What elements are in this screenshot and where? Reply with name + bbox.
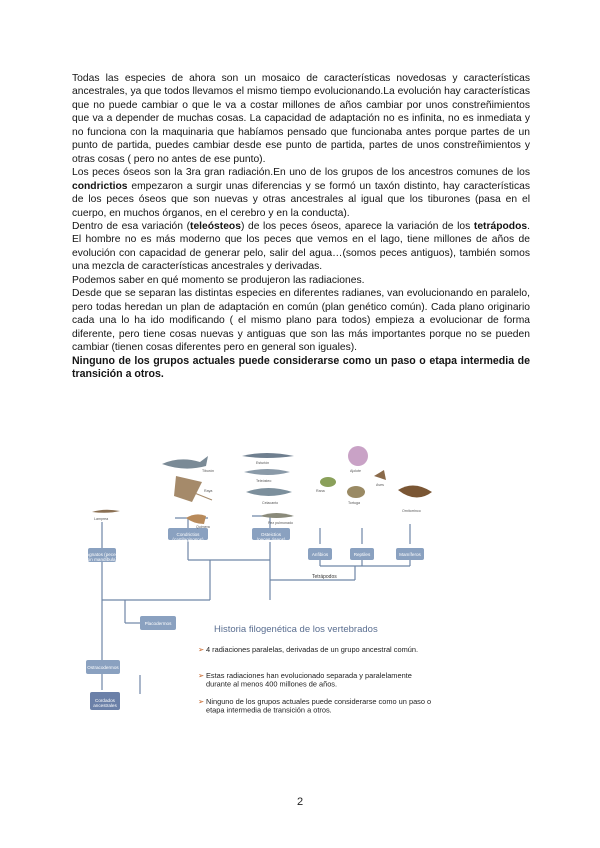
label-reptiles: Reptiles [353,552,371,557]
phylogeny-figure [80,420,440,720]
ray-icon [174,476,202,502]
tree-lines [102,516,410,694]
phylogeny-diagram [80,420,440,720]
p3-text-c: . El hombre no es más moderno que los peces que vemos en el lago, tiene millones de años de evolución con capacidad de generar pelo, salir del agua…(somos peces antiguos), también somos una mezcla de características ancestrales y derivadas. [72,220,530,273]
label-ornitorrinco: Ornitorrinco [402,509,421,513]
label-condrictios: Condrictios (cartilaginosos) [172,532,204,542]
axolotl-icon [348,446,368,466]
label-placodermos: Placodermos [144,621,172,626]
p2-bold-condrictios: condrictios [72,180,128,192]
label-lamprea: Lamprea [94,517,109,521]
p3-bold-tetrapodos: tetrápodos [473,220,528,232]
label-cordados: Cordados ancestrales [93,698,117,708]
bird-icon [374,470,386,480]
bullet-3: Ninguno de los grupos actuales puede considerarse como un paso o etapa intermedia de transición a otros. [206,697,432,715]
label-tiburon: Tiburón [202,469,215,473]
paragraph-2 [72,166,530,220]
paragraph-1: Todas las especies de ahora son un mosaico de características novedosas y características ancestrales, ya que todos llevamos el mismo tiempo evolucionando.La evolución hay características que no puede cambiar o que le va a costar millones de años cambiar por unos constreñimientos que va a depender de muchas cosas. La capacidad de adaptación no es infinita, no es inmediata y no funciona con la maquinaria que habíamos pensado que funcionaba antes porque partes de un punto de partida, puedes cambiar desde ese punto de partida, partes de unos constreñimientos y otras cosas ( pero no antes de ese punto). [72,73,530,165]
label-pez-pulmonado: Pez pulmonado [268,521,293,525]
p2-text-a: Los peces óseos son la 3ra gran radiación.En uno de los grupos de los ancestros comunes de los [72,167,530,179]
sturgeon-icon [242,453,294,458]
chimaera-icon [186,514,206,524]
body-text [72,72,530,381]
label-agnatos: Agnatos (peces sin mandíbula) [86,552,118,562]
shark-icon [162,456,208,469]
label-esturion: Esturión [256,461,270,465]
paragraph-4: Podemos saber en qué momento se produjeron las radiaciones. [72,274,365,286]
label-anfibios: Anfibios [311,552,329,557]
p3-text-a: Dentro de esa variación ( [72,220,191,232]
label-quimera: Quimera [196,525,210,529]
page-number: 2 [296,796,304,808]
platypus-icon [398,485,432,497]
label-ajolote: Ajolote [350,469,361,473]
label-ostracodermos: Ostracodermos [87,665,119,670]
label-mamiferos: Mamíferos [399,552,421,557]
turtle-icon [347,486,365,498]
paragraph-6-bold: Ninguno de los grupos actuales puede considerarse como un paso o etapa intermedia de transición a otros. [72,354,530,380]
figure-title: Historia filogenética de los vertebrados [214,624,378,635]
paragraph-3 [72,220,530,274]
bullet-marker-3: ➢ [198,697,205,706]
frog-icon [320,477,336,487]
bullet-marker-1: ➢ [198,645,205,654]
p3-text-b: ) de los peces óseos, aparece la variación de los [240,220,474,232]
label-rana: Rana [316,489,325,493]
label-tetrapodos: Tetrápodos [312,574,337,580]
label-celacanto: Celacanto [262,501,279,505]
p2-text-b: empezaron a surgir unas diferencias y se formó un taxón distinto, hay características de los peces óseos que son nuevas y otras ancestrales al igual que los tiburones (pasa en el cuerpo, en muchos órganos, en el cerebro y en la conducta). [72,180,530,219]
p3-bold-teleosteos: teleósteos [190,220,241,232]
label-teleosteo: Teleósteo [256,479,272,483]
label-osteictios: Osteictios (peces óseos) [256,532,286,542]
paragraph-5: Desde que se separan las distintas especies en diferentes radianes, van evolucionando en paralelo, pero todas heredan un plan de adaptación en común (plan genético común). Cada plano originario cada una lo ha ido modificando ( el mismo plano para todos) empieza a evolucionar de forma diferente, pero tiene cosas nuevas y antiguas que son las más importantes porque no se pueden cambiar (tienen cosas diferentes pero en general son iguales). [72,288,530,354]
lamprey-icon [92,510,120,513]
label-aves: Aves [376,483,384,487]
bullet-1: 4 radiaciones paralelas, derivadas de un grupo ancestral común. [206,645,418,654]
label-raya: Raya [204,489,213,493]
coelacanth-icon [246,488,292,496]
teleost-icon [244,469,290,475]
figure-bullets [198,645,431,715]
bullet-marker-2: ➢ [198,671,205,680]
bullet-2: Estas radiaciones han evolucionado separada y paralelamente durante al menos 400 millones de años. [206,671,412,689]
lungfish-icon [260,513,294,518]
label-tortuga: Tortuga [348,501,360,505]
